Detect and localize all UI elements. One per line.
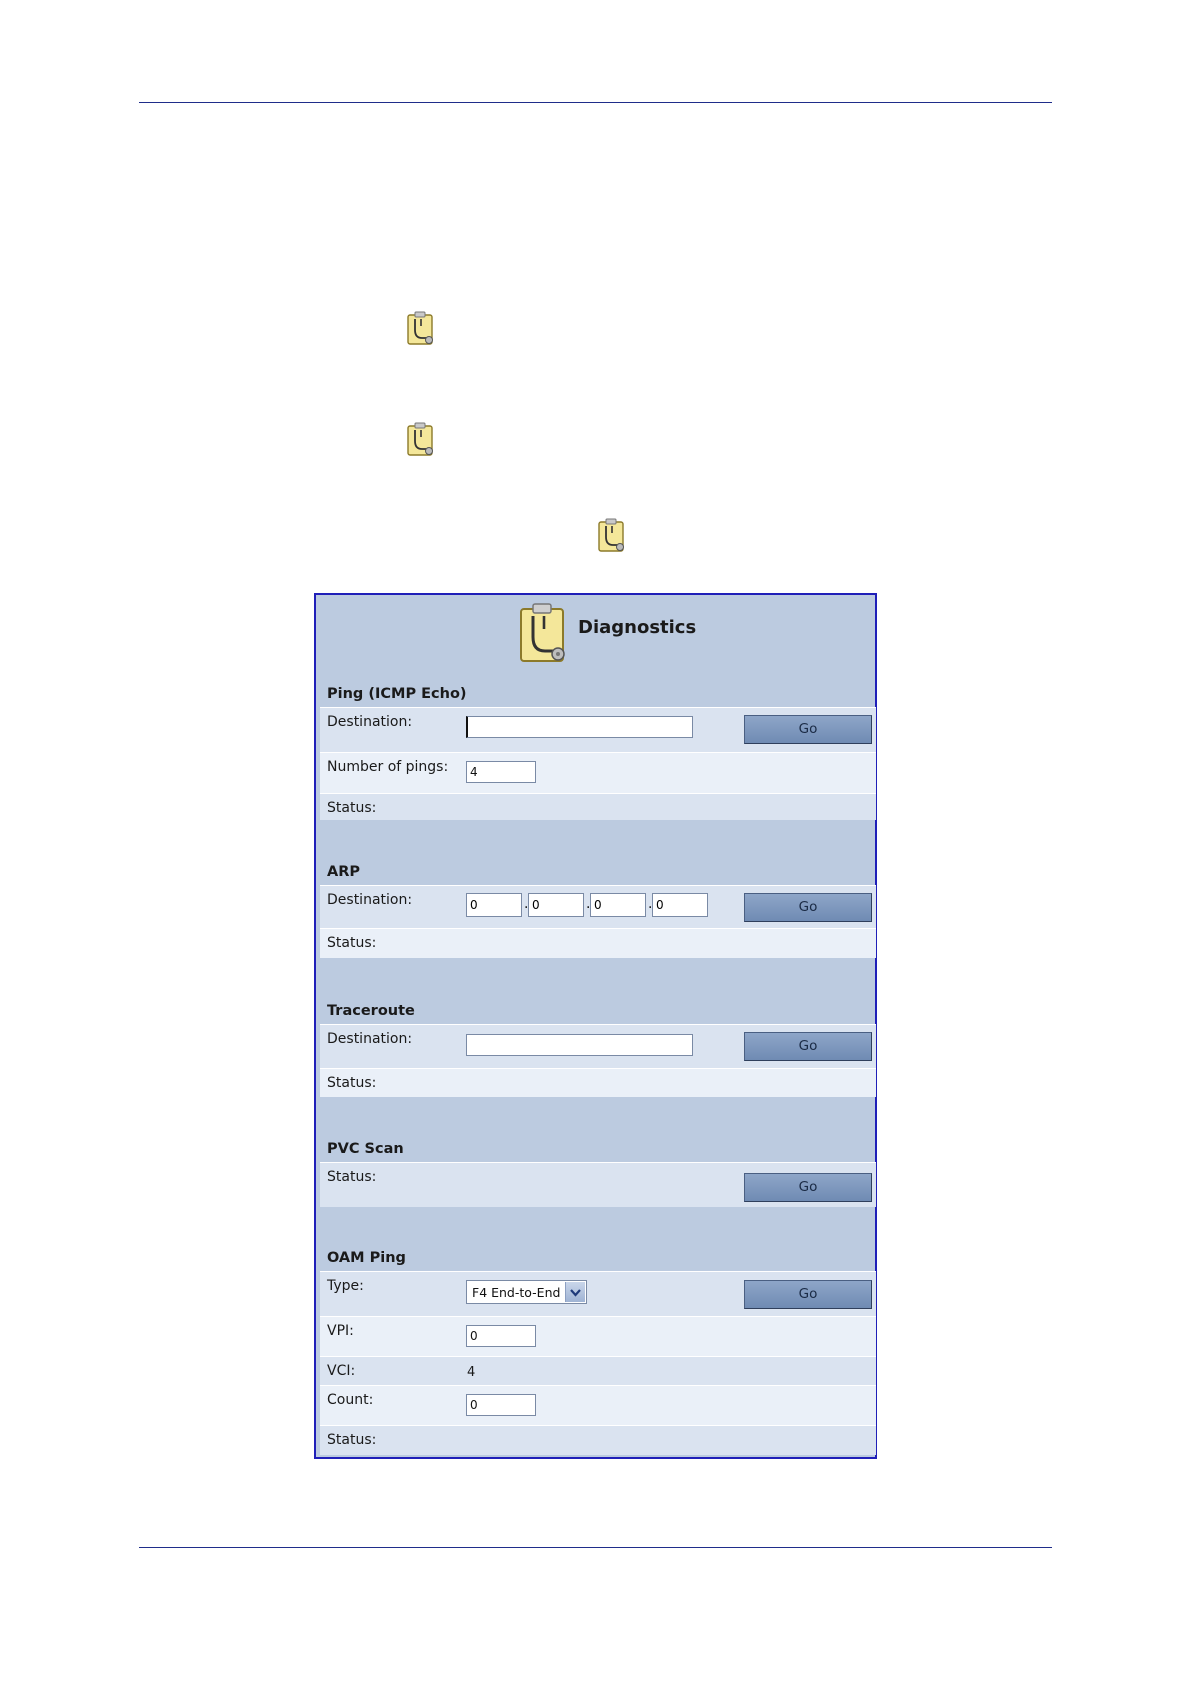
traceroute-status-row xyxy=(320,1068,876,1097)
diagnostics-icon xyxy=(516,601,572,665)
oam-vpi-label: VPI: xyxy=(327,1323,354,1339)
oam-section-title: OAM Ping xyxy=(327,1250,406,1266)
octet-separator: . xyxy=(524,896,529,912)
header-rule xyxy=(139,102,1052,103)
arp-octet-4-input[interactable]: 0 xyxy=(652,893,708,917)
ping-count-label: Number of pings: xyxy=(327,759,449,775)
page-title: Diagnostics xyxy=(578,617,697,638)
diagnostics-panel xyxy=(314,593,877,1459)
arp-octet-2-input[interactable]: 0 xyxy=(528,893,584,917)
diagnostics-icon xyxy=(405,421,437,457)
oam-type-value: F4 End-to-End xyxy=(472,1285,561,1300)
octet-separator: . xyxy=(586,896,591,912)
oam-status-row xyxy=(320,1425,876,1455)
octet-separator: . xyxy=(648,896,653,912)
panel-header xyxy=(316,595,875,671)
arp-destination-row xyxy=(320,885,876,928)
oam-vci-label: VCI: xyxy=(327,1363,356,1379)
oam-vpi-input[interactable]: 0 xyxy=(466,1325,536,1347)
ping-go-button[interactable]: Go xyxy=(744,715,872,744)
oam-vci-row xyxy=(320,1356,876,1385)
ping-status-label: Status: xyxy=(327,800,377,816)
oam-type-select[interactable] xyxy=(466,1280,587,1304)
arp-go-button[interactable]: Go xyxy=(744,893,872,922)
arp-section-title: ARP xyxy=(327,864,361,880)
oam-type-row xyxy=(320,1271,876,1316)
oam-vci-value: 4 xyxy=(467,1365,476,1380)
ping-section-title: Ping (ICMP Echo) xyxy=(327,686,467,702)
ping-destination-row xyxy=(320,707,876,752)
arp-status-label: Status: xyxy=(327,935,377,951)
arp-octet-1-input[interactable]: 0 xyxy=(466,893,522,917)
diagnostics-icon xyxy=(405,310,437,346)
footer-rule xyxy=(139,1547,1052,1548)
arp-octet-3-input[interactable]: 0 xyxy=(590,893,646,917)
pvc-status-label: Status: xyxy=(327,1169,377,1185)
arp-status-row xyxy=(320,928,876,958)
oam-type-label: Type: xyxy=(327,1278,364,1294)
ping-status-row xyxy=(320,793,876,820)
oam-vpi-row xyxy=(320,1316,876,1356)
ping-destination-label: Destination: xyxy=(327,714,413,730)
traceroute-destination-row xyxy=(320,1024,876,1068)
oam-count-input[interactable]: 0 xyxy=(466,1394,536,1416)
traceroute-status-label: Status: xyxy=(327,1075,377,1091)
oam-count-label: Count: xyxy=(327,1392,374,1408)
traceroute-section-title: Traceroute xyxy=(327,1003,415,1019)
pvc-section-title: PVC Scan xyxy=(327,1141,404,1157)
chevron-down-icon[interactable] xyxy=(565,1282,585,1302)
pvc-go-button[interactable]: Go xyxy=(744,1173,872,1202)
oam-status-label: Status: xyxy=(327,1432,377,1448)
ping-destination-input[interactable] xyxy=(466,716,693,738)
traceroute-destination-input[interactable] xyxy=(466,1034,693,1056)
oam-go-button[interactable]: Go xyxy=(744,1280,872,1309)
oam-count-row xyxy=(320,1385,876,1425)
ping-count-input[interactable]: 4 xyxy=(466,761,536,783)
diagnostics-icon xyxy=(596,517,628,553)
traceroute-destination-label: Destination: xyxy=(327,1031,413,1047)
ping-count-row xyxy=(320,752,876,793)
traceroute-go-button[interactable]: Go xyxy=(744,1032,872,1061)
pvc-status-row xyxy=(320,1162,876,1207)
arp-destination-label: Destination: xyxy=(327,892,413,908)
